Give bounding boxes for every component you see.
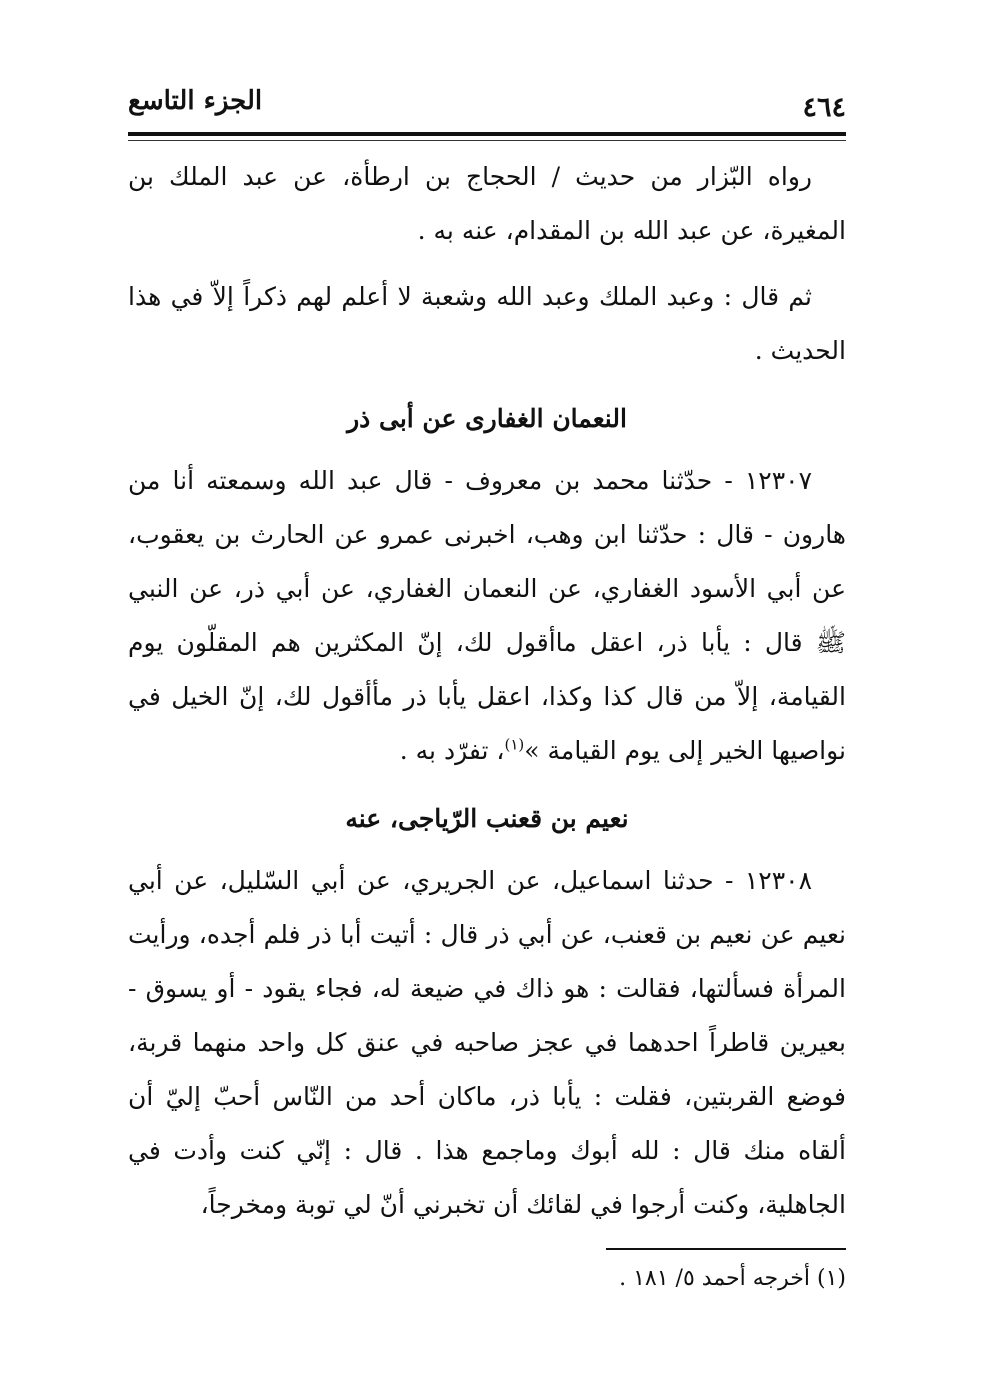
page-body xyxy=(128,150,846,1232)
page-header xyxy=(128,78,846,128)
footnote-rule xyxy=(606,1248,846,1250)
section-heading-1: النعمان الغفارى عن أبى ذر xyxy=(347,404,627,433)
page-number: ٤٦٤ xyxy=(802,92,846,123)
hadith-12307-tail: ، تفرّد به . xyxy=(399,736,505,765)
paragraph-2: ثم قال : وعبد الملك وعبد الله وشعبة لا أعلم لهم ذكراً إلاّ في هذا الحديث . xyxy=(128,282,846,365)
section-heading-2: نعيم بن قعنب الرّياجى، عنه xyxy=(345,804,629,833)
paragraph-hadith-12307 xyxy=(128,454,846,778)
running-title: الجزء التاسع xyxy=(128,86,263,116)
header-rule xyxy=(128,132,846,136)
footnote-reference: (١) xyxy=(504,735,525,754)
footnote: (١) أخرجه أحمد ٥/ ١٨١ . xyxy=(619,1266,846,1291)
hadith-12307-text: ١٢٣٠٧ - حدّثنا محمد بن معروف - قال عبد الله وسمعته أنا من هارون - قال : حدّثنا ابن وهب، اخبرنى عمرو عن الحارث بن يعقوب، عن أبي الأسود الغفاري، عن النعمان الغفاري، عن أبي ذر، عن النبي ﷺ قال : يأبا ذر، اعقل ماأقول لك، إنّ المكثرين هم المقلّون يوم القيامة، إلاّ من قال كذا وكذا، اعقل يأبا ذر مأأقول لك، إنّ الخيل في نواصيها الخير إلى يوم القيامة » xyxy=(128,466,846,765)
paragraph-1: رواه البّزار من حديث / الحجاج بن ارطأة، عن عبد الملك بن المغيرة، عن عبد الله بن المقدام، عنه به . xyxy=(128,162,846,245)
header-rule-thin xyxy=(128,140,846,141)
paragraph-hadith-12308: ١٢٣٠٨ - حدثنا اسماعيل، عن الجريري، عن أبي السّليل، عن أبي نعيم عن نعيم بن قعنب، عن أبي ذر قال : أتيت أبا ذر فلم أجده، ورأيت المرأة فسألتها، فقالت : هو ذاك في ضيعة له، فجاء يقود - أو يسوق - بعيرين قاطراً احدهما في عجز صاحبه في عنق كل واحد منهما قربة، فوضع القربتين، فقلت : يأبا ذر، ماكان أحد من النّاس أحبّ إليّ أن ألقاه منك قال : لله أبوك وماجمع هذا . قال : إنّي كنت وأدت في الجاهلية، وكنت أرجوا في لقائك أن تخبرني أنّ لي توبة ومخرجاً، xyxy=(128,866,846,1219)
